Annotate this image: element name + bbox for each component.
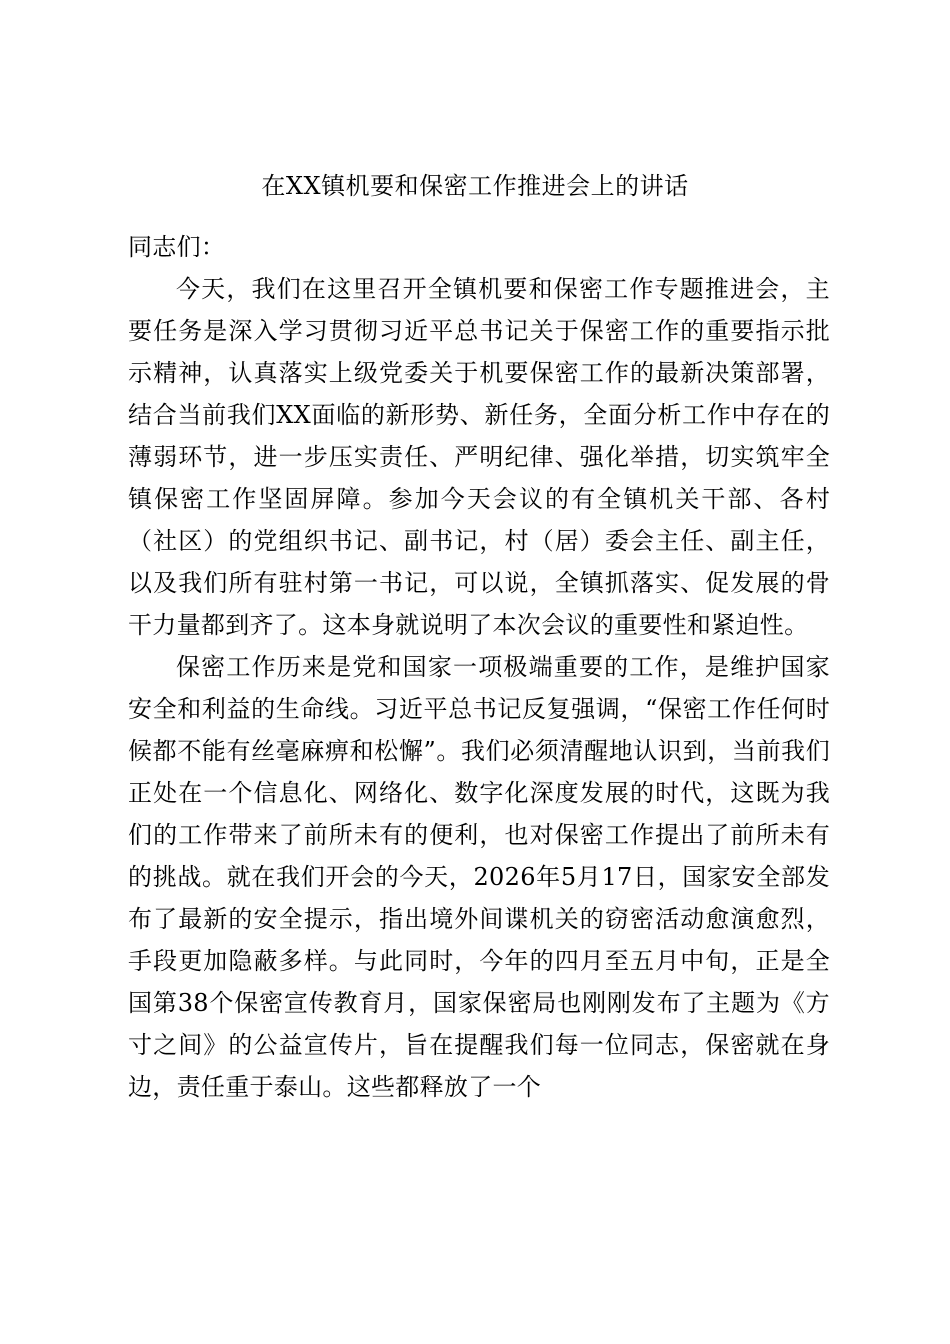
document-body [128, 226, 830, 1108]
paragraph-2: 保密工作历来是党和国家一项极端重要的工作，是维护国家安全和利益的生命线。习近平总书记反复强调，“保密工作任何时候都不能有丝毫麻痹和松懈”。我们必须清醒地认识到，当前我们正处在一个信息化、网络化、数字化深度发展的时代，这既为我们的工作带来了前所未有的便利，也对保密工作提出了前所未有的挑战。就在我们开会的今天，2026年5月17日，国家安全部发布了最新的安全提示，指出境外间谍机关的窃密活动愈演愈烈，手段更加隐蔽多样。与此同时，今年的四月至五月中旬，正是全国第38个保密宣传教育月，国家保密局也刚刚发布了主题为《方寸之间》的公益宣传片，旨在提醒我们每一位同志，保密就在身边，责任重于泰山。这些都释放了一个 [128, 653, 830, 1101]
salutation: 同志们： [128, 233, 226, 261]
document-title: 在XX镇机要和保密工作推进会上的讲话 [261, 172, 689, 200]
paragraph-1: 今天，我们在这里召开全镇机要和保密工作专题推进会，主要任务是深入学习贯彻习近平总书记关于保密工作的重要指示批示精神，认真落实上级党委关于机要保密工作的最新决策部署，结合当前我们XX面临的新形势、新任务，全面分析工作中存在的薄弱环节，进一步压实责任、严明纪律、强化举措，切实筑牢全镇保密工作坚固屏障。参加今天会议的有全镇机关干部、各村（社区）的党组织书记、副书记，村（居）委会主任、副主任，以及我们所有驻村第一书记，可以说，全镇抓落实、促发展的骨干力量都到齐了。这本身就说明了本次会议的重要性和紧迫性。 [128, 275, 830, 639]
